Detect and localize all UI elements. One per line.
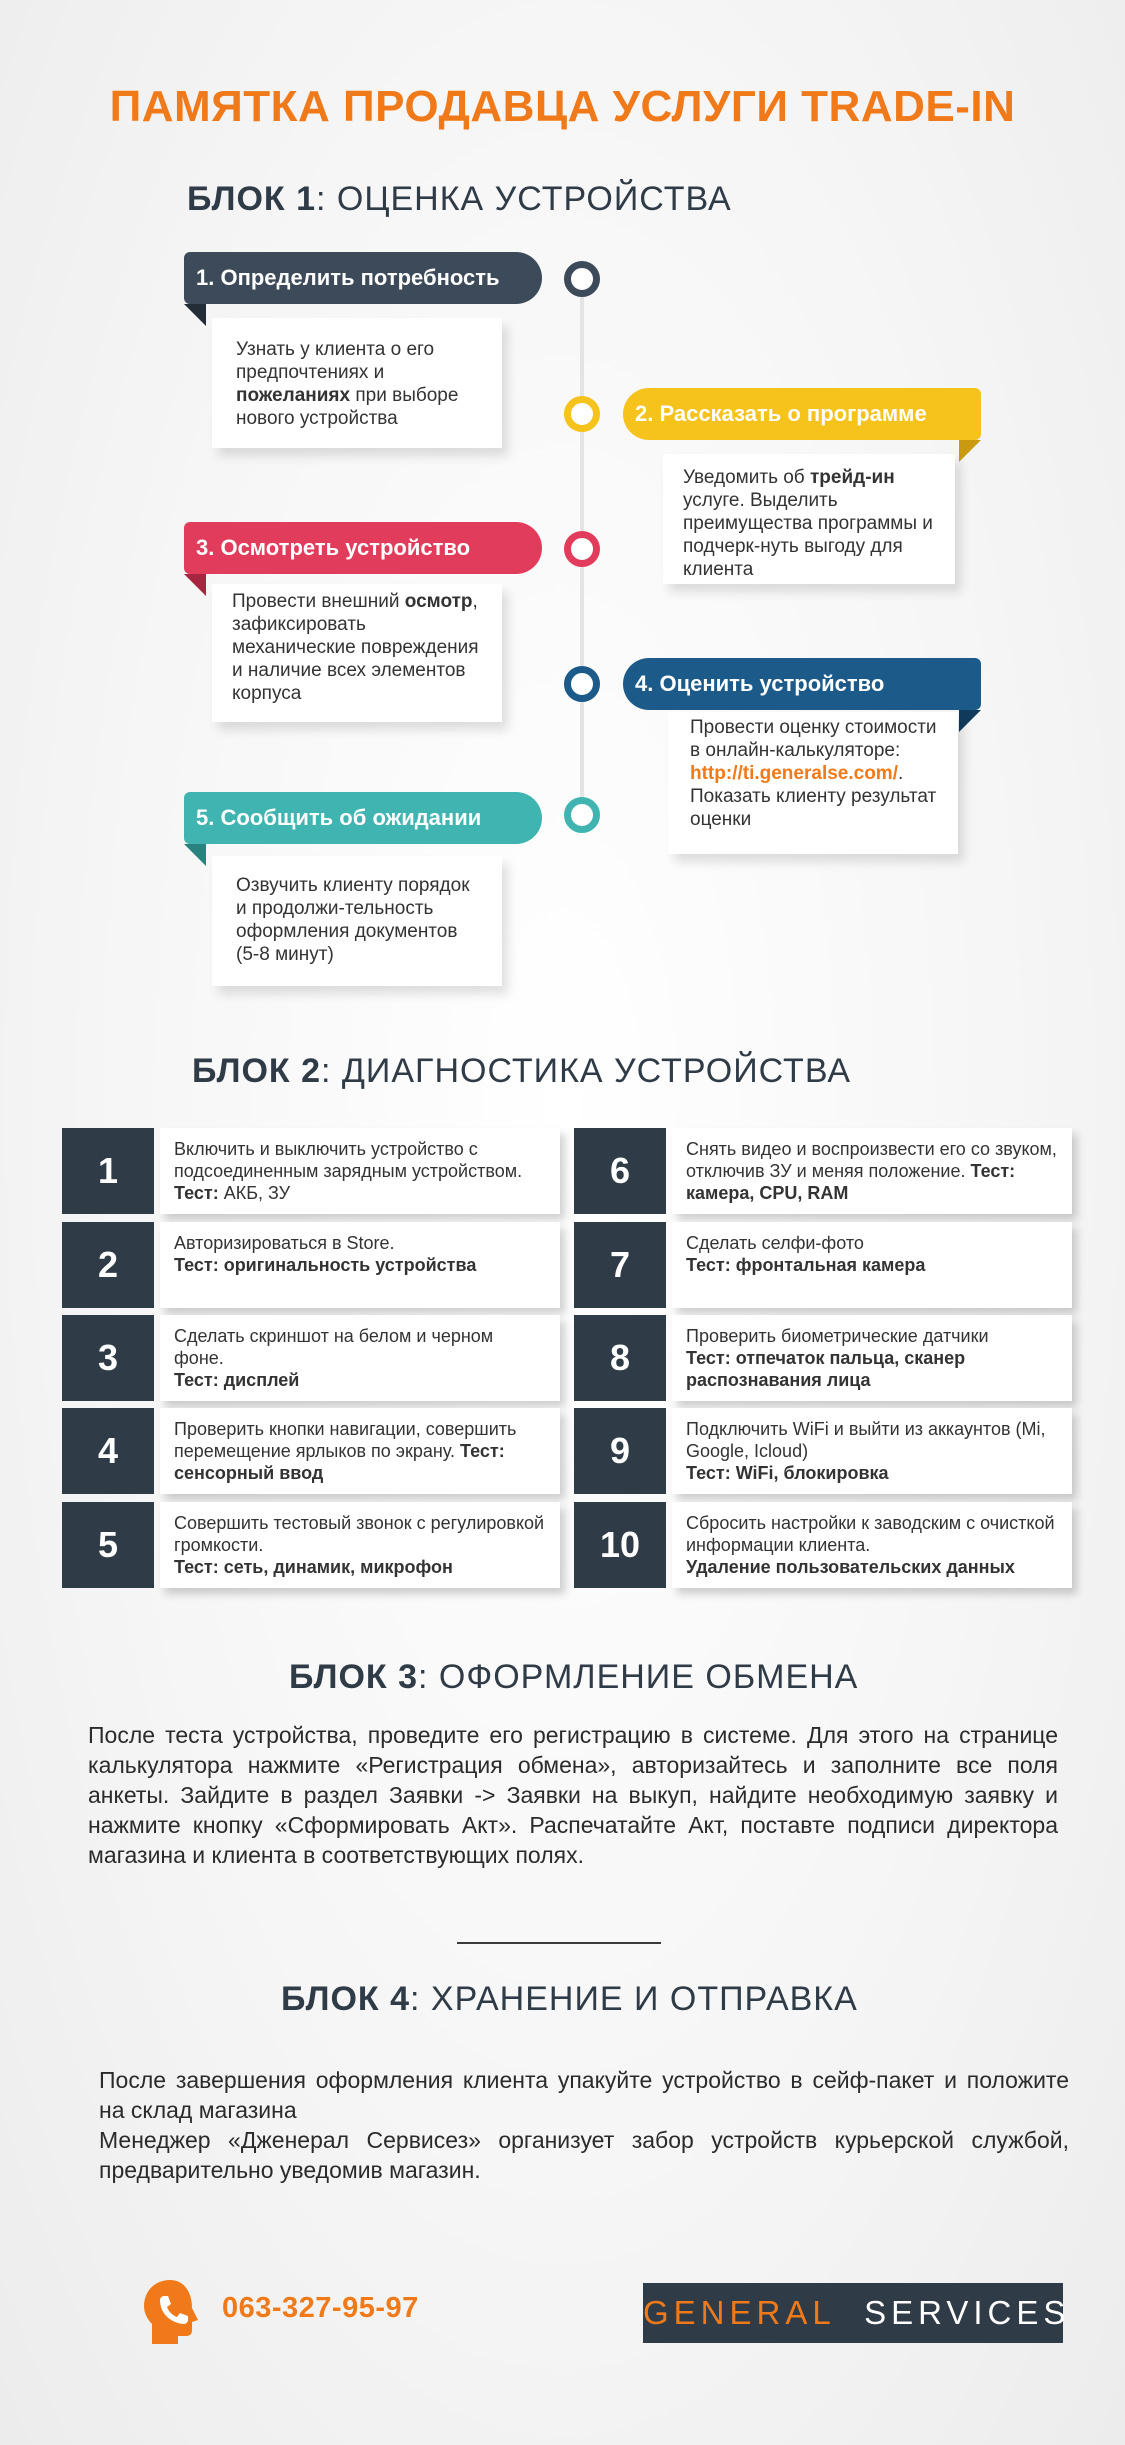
step-card-4-text-2: . Показать клиенту результат оценки [690,763,937,830]
test-text: Сделать селфи-фото [686,1233,864,1253]
test-text: Подключить WiFi и выйти из аккаунтов (Mi, Google, Icloud) [686,1419,1046,1461]
step-card-2-text-2: услуге. Выделить преимущества программы и подчерк-нуть выгоду для клиента [683,490,933,580]
step-fold-5 [184,844,206,866]
company-logo [643,2283,1071,2343]
test-text: Авторизироваться в Store. [174,1233,395,1253]
test-description [672,1222,1072,1308]
test-number: 6 [574,1128,666,1214]
logo-services: SERVICES [864,2294,1071,2331]
step-card-1 [212,318,502,448]
test-bold: Тест: отпечаток пальца, сканер распознавания лица [686,1348,966,1390]
block2-heading-rest: : ДИАГНОСТИКА УСТРОЙСТВА [321,1052,852,1090]
test-row [574,1128,1072,1214]
step-card-2-bold: трейд-ин [809,467,895,488]
test-text: Сбросить настройки к заводским с очисткой информации клиента. [686,1513,1055,1555]
step-fold-1 [184,304,206,326]
test-text: Снять видео и воспроизвести его со звуком, отключив ЗУ и меняя положение. [686,1139,1057,1181]
block4-text-1: После завершения оформления клиента упакуйте устройство в сейф-пакет и положите на склад магазина [99,2067,1069,2123]
step-label-5: 5. Сообщить об ожидании [184,792,542,844]
test-bold: Тест: сенсорный ввод [174,1441,505,1483]
test-text: Сделать скриншот на белом и черном фоне. [174,1326,494,1368]
test-row [62,1502,560,1588]
step-label-1: 1. Определить потребность [184,252,542,304]
test-text: Включить и выключить устройство с подсоединенным зарядным устройством. [174,1139,523,1181]
test-bold: Тест: WiFi, блокировка [686,1463,889,1483]
timeline-dot-3 [564,531,600,567]
test-text: Проверить кнопки навигации, совершить перемещение ярлыков по экрану. [174,1419,517,1461]
step-card-1-text-2: при выборе нового устройства [236,385,459,429]
step-card-4-text: Провести оценку стоимости в онлайн-калькуляторе: [690,717,937,761]
block1-heading [187,180,732,219]
section-divider [457,1942,661,1944]
timeline-dot-1 [564,261,600,297]
test-row [62,1408,560,1494]
test-description [672,1408,1072,1494]
step-card-4 [668,712,958,854]
step-label-4: 4. Оценить устройство [623,658,981,710]
block3-heading-bold: БЛОК 3 [289,1658,419,1696]
block4-text-2: Менеджер «Дженерал Сервисез» организует забор устройств курьерской службой, предварительно уведомив магазин. [99,2127,1069,2183]
test-description [160,1408,560,1494]
test-bold: Тест: оригинальность устройства [174,1255,477,1275]
test-tail: АКБ, ЗУ [218,1183,291,1203]
block2-heading-bold: БЛОК 2 [192,1052,322,1090]
step-label-3: 3. Осмотреть устройство [184,522,542,574]
test-number: 9 [574,1408,666,1494]
step-card-2-text: Уведомить об [683,467,810,488]
test-description [160,1502,560,1588]
step-card-2 [663,454,955,584]
test-row [62,1315,560,1401]
test-text: Совершить тестовый звонок с регулировкой громкости. [174,1513,545,1555]
test-row [62,1128,560,1214]
step-card-3 [212,584,502,722]
block4-heading [281,1980,858,2019]
block4-heading-bold: БЛОК 4 [281,1980,411,2018]
block3-heading-rest: : ОФОРМЛЕНИЕ ОБМЕНА [418,1658,859,1696]
test-number: 7 [574,1222,666,1308]
timeline-dot-2 [564,396,600,432]
test-description [160,1222,560,1308]
phone-number[interactable]: 063-327-95-97 [222,2292,419,2324]
support-head-icon [140,2278,202,2350]
test-row [62,1222,560,1308]
test-number: 1 [62,1128,154,1214]
step-card-5 [212,856,502,986]
test-description [160,1128,560,1214]
block1-heading-rest: : ОЦЕНКА УСТРОЙСТВА [316,180,732,218]
test-bold: Тест: [174,1183,219,1203]
test-number: 5 [62,1502,154,1588]
test-description [672,1502,1072,1588]
block3-heading [289,1658,858,1697]
step-fold-4 [959,710,981,732]
test-row [574,1222,1072,1308]
block2-heading [192,1052,851,1091]
test-row [574,1315,1072,1401]
logo-general: GENERAL [643,2294,836,2331]
test-description [160,1315,560,1401]
test-bold: Удаление пользовательских данных [686,1557,1015,1577]
test-bold: Тест: сеть, динамик, микрофон [174,1557,453,1577]
test-bold: Тест: фронтальная камера [686,1255,926,1275]
calculator-link[interactable]: http://ti.generalse.com/ [690,763,898,784]
test-number: 3 [62,1315,154,1401]
step-card-1-text: Узнать у клиента о его предпочтениях и [236,339,435,383]
test-description [672,1128,1072,1214]
timeline-dot-4 [564,666,600,702]
test-number: 2 [62,1222,154,1308]
test-row [574,1502,1072,1588]
timeline-dot-5 [564,797,600,833]
step-card-5-text: Озвучить клиенту порядок и продолжи-тельность оформления документов (5-8 минут) [236,875,470,965]
test-number: 4 [62,1408,154,1494]
block4-heading-rest: : ХРАНЕНИЕ И ОТПРАВКА [410,1980,858,2018]
step-card-3-bold: осмотр [404,591,473,612]
step-fold-2 [959,440,981,462]
step-fold-3 [184,574,206,596]
test-description [672,1315,1072,1401]
block3-text: После теста устройства, проведите его регистрацию в системе. Для этого на странице калькулятора нажмите «Регистрация обмена», авторизайтесь и заполните все поля анкеты. Зайдите в раздел Заявки -> Заявки на выкуп, найдите необходимую заявку и нажмите кнопку «Сформировать Акт». Распечатайте Акт, поставте подписи директора магазина и клиента в соответствующих полях. [88,1722,1058,1868]
test-text: Проверить биометрические датчики [686,1326,989,1346]
block1-heading-bold: БЛОК 1 [187,180,317,218]
step-card-3-text-2: , зафиксировать механические повреждения и наличие всех элементов корпуса [232,591,479,704]
step-card-1-bold: пожеланиях [236,385,351,406]
test-bold: Тест: дисплей [174,1370,300,1390]
step-card-3-text: Провести внешний [232,591,405,612]
test-row [574,1408,1072,1494]
test-number: 10 [574,1502,666,1588]
test-bold: Тест: камера, CPU, RAM [686,1161,1016,1203]
test-number: 8 [574,1315,666,1401]
page-title: ПАМЯТКА ПРОДАВЦА УСЛУГИ TRADE-IN [109,82,1016,131]
step-label-2: 2. Рассказать о программе [623,388,981,440]
